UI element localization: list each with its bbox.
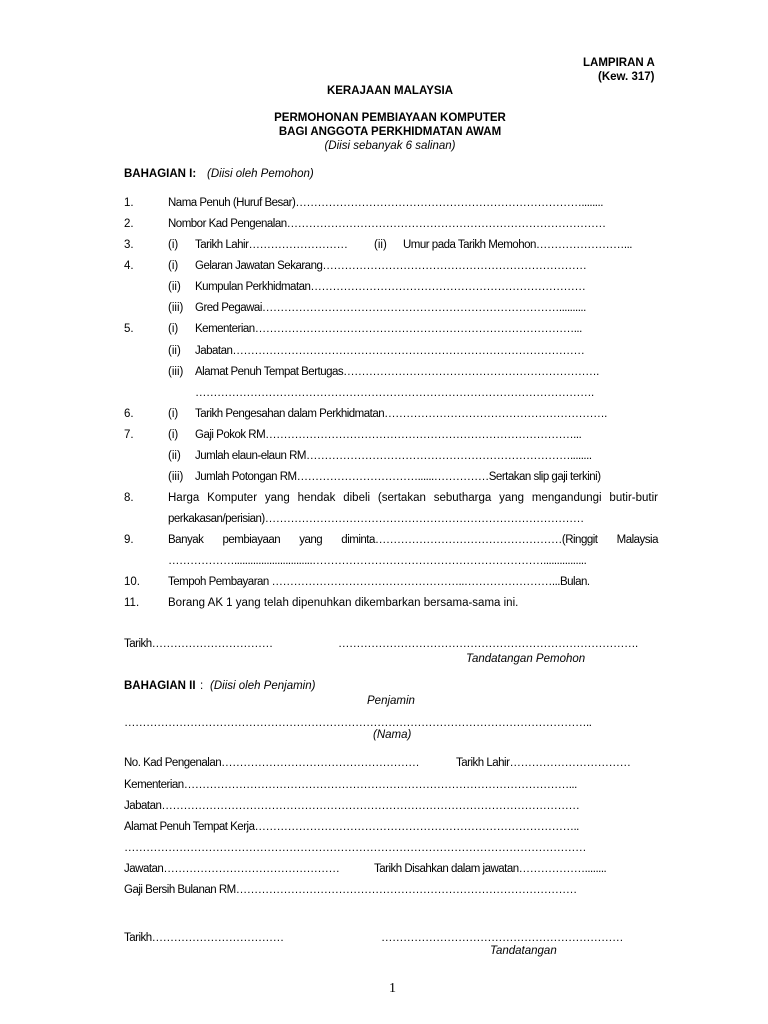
financing-amount-field[interactable]: Banyak pembiayaan yang diminta……………………………………………(Ringgit Malaysia xyxy=(168,534,658,546)
guarantor-name-field[interactable]: ……………………………………………………………………………………………………………….. xyxy=(124,717,592,729)
item-number: 1. xyxy=(124,197,134,209)
office-address-field[interactable]: Alamat Penuh Tempat Bertugas……………………………………………………………. xyxy=(195,366,599,378)
item-number: 6. xyxy=(124,408,134,420)
guarantor-date-field[interactable]: Tarikh……………………………… xyxy=(124,932,284,944)
section2-heading: BAHAGIAN II xyxy=(124,680,196,692)
item-number: 11. xyxy=(124,597,140,609)
grade-field[interactable]: Gred Pegawai……………………………………………………………………….......... xyxy=(195,302,586,314)
section1-note: (Diisi oleh Pemohon) xyxy=(207,168,314,180)
item-number: 8. xyxy=(124,492,134,504)
item-number: 10. xyxy=(124,576,140,588)
guarantor-label: Penjamin xyxy=(367,695,415,707)
service-group-field[interactable]: Kumpulan Perkhidmatan………………………………………………………………… xyxy=(195,281,586,293)
sub-item-marker: (iii) xyxy=(168,302,184,314)
birth-date-field[interactable]: Tarikh Lahir……………………… xyxy=(195,239,348,251)
section2-colon: : xyxy=(200,680,204,692)
form-title-line2: BAGI ANGGOTA PERKHIDMATAN AWAM xyxy=(278,126,502,138)
copies-note: (Diisi sebanyak 6 salinan) xyxy=(324,140,456,152)
sub-item-marker: (i) xyxy=(168,260,179,272)
sub-item-marker: (i) xyxy=(168,239,179,251)
sub-item-marker: (ii) xyxy=(168,345,181,357)
sub-item-marker: (i) xyxy=(168,429,179,441)
age-field[interactable]: Umur pada Tarikh Memohon……………………... xyxy=(403,239,632,251)
sub-item-marker: (iii) xyxy=(168,366,184,378)
sub-item-marker: (ii) xyxy=(168,281,181,293)
lampiran-label: LAMPIRAN A xyxy=(583,57,655,69)
government-title: KERAJAAN MALAYSIA xyxy=(326,85,454,97)
applicant-signature-line[interactable]: ………………………………………………………………………. xyxy=(338,638,638,650)
guarantor-net-salary-field[interactable]: Gaji Bersih Bulanan RM………………………………………………………………………………… xyxy=(124,884,577,896)
guarantor-department-field[interactable]: Jabatan…………………………………………………………………………………………………… xyxy=(124,800,580,812)
allowances-field[interactable]: Jumlah elaun-elaun RM………………………………………………………………........ xyxy=(195,450,592,462)
page-number: 1 xyxy=(389,981,396,996)
kew-code: (Kew. 317) xyxy=(598,71,655,83)
applicant-date-field[interactable]: Tarikh…………………………… xyxy=(124,638,273,650)
guarantor-address-field[interactable]: Alamat Penuh Tempat Kerja…………………………………………………………………………….. xyxy=(124,821,579,833)
guarantor-name-label: (Nama) xyxy=(373,729,412,741)
financing-amount-words-field[interactable]: ……………….............................………………………………………………………................ xyxy=(168,555,587,567)
computer-price-field[interactable]: perkakasan/perisian)…………………………………………………………………………… xyxy=(168,513,584,525)
ministry-field[interactable]: Kementerian……………………………………………………………………………... xyxy=(195,323,582,335)
sub-item-marker: (i) xyxy=(168,408,179,420)
guarantor-signature-line[interactable]: ………………………………………………………… xyxy=(381,932,623,944)
guarantor-ic-field[interactable]: No. Kad Pengenalan……………………………………………… xyxy=(124,757,420,769)
confirmation-date-field[interactable]: Tarikh Pengesahan dalam Perkhidmatan……………………………………………………. xyxy=(195,408,607,420)
item-number: 9. xyxy=(124,534,134,546)
sub-item-marker: (i) xyxy=(168,323,179,335)
section2-note: (Diisi oleh Penjamin) xyxy=(210,680,316,692)
sub-item-marker: (ii) xyxy=(374,239,387,251)
guarantor-position-field[interactable]: Jawatan………………………………………… xyxy=(124,863,340,875)
full-name-field[interactable]: Nama Penuh (Huruf Besar)……………………………………………………………………........ xyxy=(168,197,603,209)
guarantor-ministry-field[interactable]: Kementerian……………………………………………………………………………………………... xyxy=(124,779,577,791)
job-title-field[interactable]: Gelaran Jawatan Sekarang……………………………………………………………… xyxy=(195,260,587,272)
repayment-period-field[interactable]: Tempoh Pembayaran ……………………………………………..……………………...Bulan. xyxy=(168,576,590,588)
applicant-signature-label: Tandatangan Pemohon xyxy=(466,653,586,665)
department-field[interactable]: Jabatan…………………………………………………………………………………… xyxy=(195,345,585,357)
guarantor-dob-field[interactable]: Tarikh Lahir…………………………… xyxy=(456,757,631,769)
item-number: 3. xyxy=(124,239,134,251)
item-number: 7. xyxy=(124,429,134,441)
item-number: 2. xyxy=(124,218,134,230)
guarantor-confirmation-date-field[interactable]: Tarikh Disahkan dalam jawatan………………........ xyxy=(374,863,607,875)
deductions-field[interactable]: Jumlah Potongan RM……………………………......……………Sertakan slip gaji terkini) xyxy=(195,471,601,483)
ic-number-field[interactable]: Nombor Kad Pengenalan…………………………………………………………………………… xyxy=(168,218,606,230)
item-number: 5. xyxy=(124,323,134,335)
office-address-field-2[interactable]: ………………………………………………………………………………………………. xyxy=(195,387,594,399)
computer-price-label: Harga Komputer yang hendak dibeli (sertakan sebutharga yang mengandungi butir-butir xyxy=(168,492,658,504)
ak1-attachment-note: Borang AK 1 yang telah dipenuhkan dikembarkan bersama-sama ini. xyxy=(168,597,519,609)
basic-salary-field[interactable]: Gaji Pokok RM…………………………………………………………………………... xyxy=(195,429,582,441)
guarantor-address-field-2[interactable]: ……………………………………………………………………………………………………………… xyxy=(124,842,586,854)
item-number: 4. xyxy=(124,260,134,272)
guarantor-signature-label: Tandatangan xyxy=(490,945,557,957)
form-title-line1: PERMOHONAN PEMBIAYAAN KOMPUTER xyxy=(274,112,506,124)
sub-item-marker: (ii) xyxy=(168,450,181,462)
section1-heading: BAHAGIAN I: xyxy=(124,168,197,180)
sub-item-marker: (iii) xyxy=(168,471,184,483)
